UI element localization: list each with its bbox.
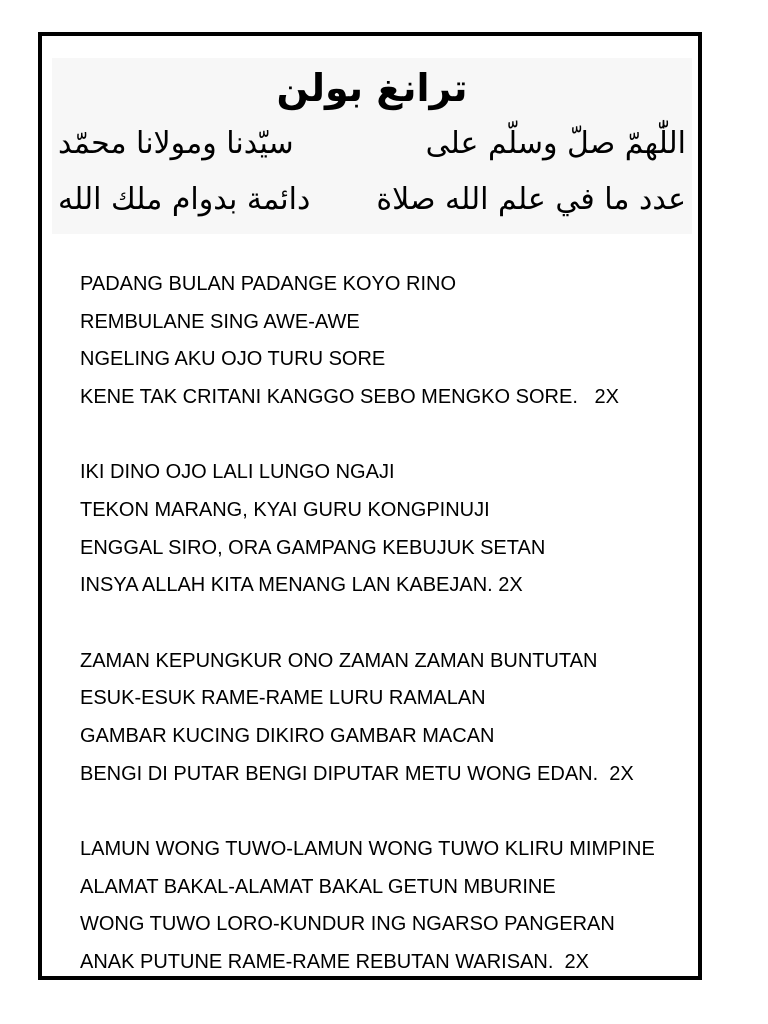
lyrics-body: [80, 266, 690, 1020]
lyric-line: PADANG BULAN PADANGE KOYO RINO: [80, 273, 457, 295]
lyric-line: LAMUN WONG TUWO-LAMUN WONG TUWO KLIRU MIMPINE: [80, 838, 655, 861]
arabic-line-2: [58, 176, 686, 224]
lyric-line: REMBULANE SING AWE-AWE: [80, 310, 360, 333]
lyric-line: ANAK PUTUNE RAME-RAME REBUTAN WARISAN. 2X: [80, 950, 589, 973]
lyric-line: WONG TUWO LORO-KUNDUR ING NGARSO PANGERAN: [80, 913, 615, 936]
lyric-line: ESUK-ESUK RAME-RAME LURU RAMALAN: [80, 687, 486, 710]
lyric-line: GAMBAR KUCING DIKIRO GAMBAR MACAN: [80, 724, 495, 747]
stanza-4: [80, 831, 690, 981]
arabic-line-2-left: دائمة بدوام ملك الله: [58, 182, 311, 217]
lyric-line: ENGGAL SIRO, ORA GAMPANG KEBUJUK SETAN: [80, 536, 546, 559]
arabic-line-2-right: عدد ما في علم الله صلاة: [376, 182, 686, 217]
arabic-title: ترانغ بولن: [276, 66, 468, 110]
stanza-3: [80, 643, 690, 793]
lyric-line: NGELING AKU OJO TURU SORE: [80, 348, 386, 371]
lyric-line: INSYA ALLAH KITA MENANG LAN KABEJAN. 2X: [80, 574, 523, 597]
arabic-line-1-right: اللّٰهمّ صلّ وسلّم على: [425, 126, 686, 161]
arabic-calligraphy-header: [52, 58, 692, 234]
lyric-line: ALAMAT BAKAL-ALAMAT BAKAL GETUN MBURINE: [80, 875, 556, 898]
stanza-1: [80, 266, 690, 416]
lyric-line: TEKON MARANG, KYAI GURU KONGPINUJI: [80, 498, 490, 521]
stanza-2: [80, 454, 690, 604]
lyric-line: KENE TAK CRITANI KANGGO SEBO MENGKO SORE. 2X: [80, 385, 620, 408]
lyric-line: ZAMAN KEPUNGKUR ONO ZAMAN ZAMAN BUNTUTAN: [80, 649, 598, 672]
lyric-line: IKI DINO OJO LALI LUNGO NGAJI: [80, 461, 395, 484]
arabic-line-1-left: سيّدنا ومولانا محمّد: [58, 126, 294, 161]
lyric-line: BENGI DI PUTAR BENGI DIPUTAR METU WONG EDAN. 2X: [80, 762, 634, 785]
arabic-line-1: [58, 120, 686, 168]
